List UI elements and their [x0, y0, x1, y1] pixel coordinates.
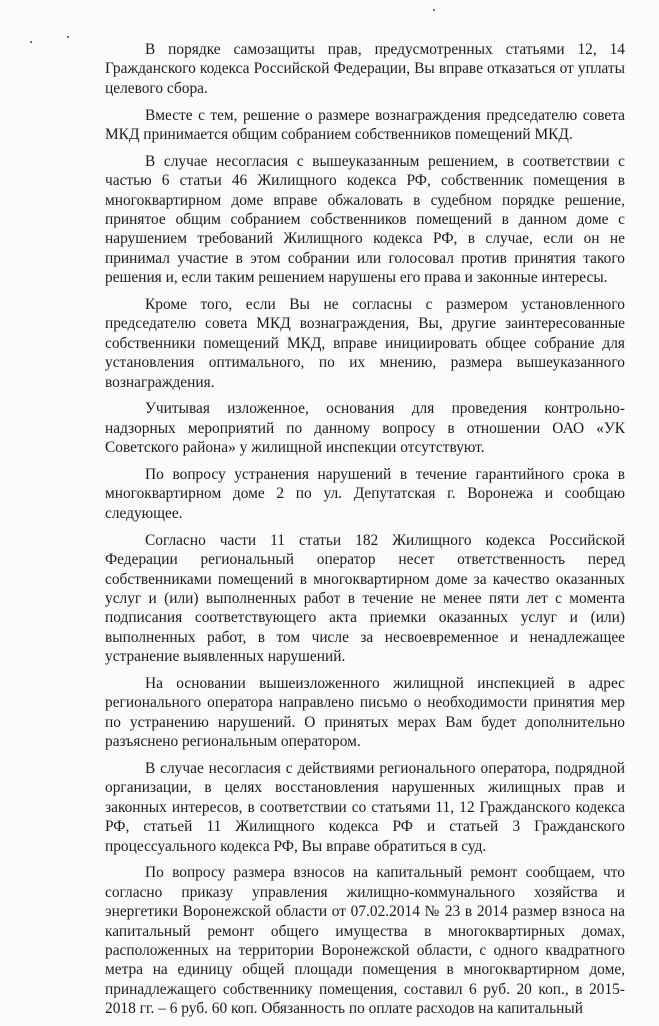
paragraph-operator-liability: Согласно части 11 статьи 182 Жилищного кодекса Российской Федерации региональный оператор несет ответственность перед собственниками помещений в многоквартирном доме за качество оказанных услуг и (или) выполненных работ в течение не менее пяти лет с момента подписания соответствующего акта приемки оказанных услуг и (или) выполненных работ, в том числе за несвоевременное и ненадлежащее устранение выявленных нарушений. — [105, 531, 625, 666]
paragraph-no-grounds: Учитывая изложенное, основания для проведения контрольно-надзорных мероприятий по данному вопросу в отношении ОАО «УК Советского района» у жилищной инспекции отсутствуют. — [105, 400, 625, 457]
document-page — [105, 40, 625, 1026]
paragraph-remuneration-decision: Вместе с тем, решение о размере вознаграждения председателю совета МКД принимается общим собранием собственников помещений МКД. — [105, 106, 625, 144]
paragraph-letter-sent: На основании вышеизложенного жилищной инспекцией в адрес регионального оператора направлено письмо о необходимости принятия мер по устранению нарушений. О принятых мерах Вам будет дополнительно разъяснено региональным оператором. — [105, 674, 625, 751]
scan-speck — [30, 41, 32, 43]
paragraph-court-right: В случае несогласия с действиями регионального оператора, подрядной организации, в целях восстановления нарушенных жилищных прав и законных интересов, в соответствии со статьями 11, 12 Гражданского кодекса РФ, статьей 11 Жилищного кодекса РФ и статьей 3 Гражданского процессуального кодекса РФ, Вы вправе обратиться в суд. — [105, 759, 625, 855]
paragraph-initiate-meeting: Кроме того, если Вы не согласны с размером установленного председателю совета МКД вознаграждения, Вы, другие заинтересованные собственники помещений МКД, вправе инициировать общее собрание для установления оптимального, по их мнению, размера вышеуказанного вознаграждения. — [105, 296, 625, 391]
scan-speck — [433, 9, 435, 11]
paragraph-appeal-right: В случае несогласия с вышеуказанным решением, в соответствии с частью 6 статьи 46 Жилищного кодекса РФ, собственник помещения в многоквартирном доме вправе обжаловать в судебном порядке решение, принятое общим собранием собственников помещений в данном доме с нарушением требований Жилищного кодекса РФ, в случае, если он не принимал участие в этом собрании или голосовал против принятия такого решения и, если таким решением нарушены его права и законные интересы. — [105, 152, 625, 287]
scan-speck — [67, 36, 69, 38]
paragraph-contribution-size: По вопросу размера взносов на капитальный ремонт сообщаем, что согласно приказу управления жилищно-коммунального хозяйства и энергетики Воронежской области от 07.02.2014 № 23 в 2014 размер взноса на капитальный ремонт общего имущества в многоквартирных домах, расположенных на территории Воронежской области, с одного квадратного метра на единицу общей площади помещения в многоквартирном доме, принадлежащего собственнику помещения, составил 6 руб. 20 коп., в 2015-2018 гг. – 6 руб. 60 коп. Обязанность по оплате расходов на капитальный — [105, 864, 625, 1018]
paragraph-self-defense: В порядке самозащиты прав, предусмотренных статьями 12, 14 Гражданского кодекса Российской Федерации, Вы вправе отказаться от уплаты целевого сбора. — [105, 41, 625, 97]
paragraph-warranty-issue: По вопросу устранения нарушений в течение гарантийного срока в многоквартирном доме 2 по ул. Депутатская г. Воронежа и сообщаю следующее. — [105, 466, 625, 522]
